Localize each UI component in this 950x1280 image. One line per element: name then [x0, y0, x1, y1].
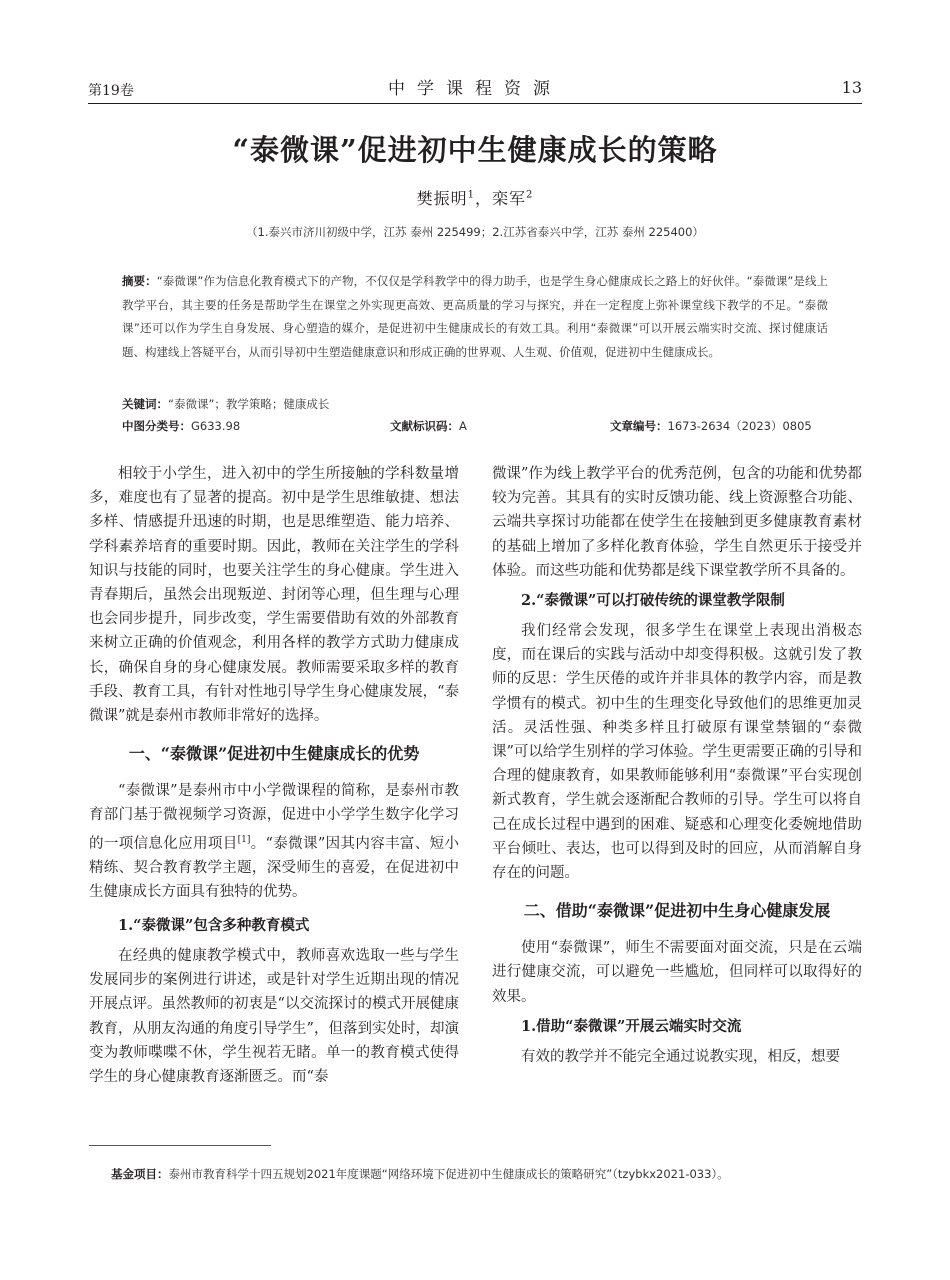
- page-number: 13: [841, 78, 862, 97]
- body-paragraph: 使用“泰微课”，师生不需要面对面交流，只是在云端进行健康交流，可以避免一些尴尬，但同样可以取得好的效果。: [492, 940, 862, 1005]
- author-2-affil-mark: 2: [526, 189, 534, 201]
- author-line: [0, 186, 950, 209]
- keywords: [122, 396, 828, 412]
- funding-footnote: [111, 1166, 890, 1182]
- section-heading: 一、“泰微课”促进初中生健康成长的优势: [128, 744, 420, 764]
- running-header: [88, 70, 862, 104]
- abstract: [122, 270, 828, 364]
- citation-ref: [1]: [237, 834, 251, 845]
- paragraph-text: 。“泰微课”因其内容丰富、短小精练、契合教育教学主题，深受师生的喜爱，在促进初中生健康成长方面具有独特的优势。: [89, 835, 460, 900]
- body-paragraph: 相较于小学生，进入初中的学生所接触的学科数量增多，难度也有了显著的提高。初中是学生思维敏捷、想法多样、情感提升迅速的时期，也是思维塑造、能力培养、学科素养培育的重要时期。因此，教师在关注学生的学科知识与技能的同时，也要关注学生的身心健康。学生进入青春期后，虽然会出现叛逆、封闭等心理，但生理与心理也会同步提升，同步改变，学生需要借助有效的外部教育来树立正确的价值观念，利用各样的教学方式助力健康成长，确保自身的身心健康发展。教师需要采取多样的教育手段、教育工具，有针对性地引导学生身心健康发展，“泰微课”就是泰州市教师非常好的选择。: [89, 466, 459, 725]
- body-paragraph: [89, 779, 459, 904]
- section-heading: 二、借助“泰微课”促进初中生身心健康发展: [523, 901, 831, 921]
- keywords-text: “泰微课”；教学策略；健康成长: [168, 397, 330, 411]
- paragraph-text: “泰微课”是泰州市中小学微课程的简称，是泰州市教育部门基于微视频学习资源，促进中小学学生数字化学习的一项信息化应用项目: [89, 783, 459, 852]
- doc-value: A: [459, 419, 467, 433]
- keywords-label: 关键词：: [122, 397, 168, 411]
- body-paragraph: 我们经常会发现，很多学生在课堂上表现出消极态度，而在课后的实践与活动中却变得积极。这就引发了教师的反思：学生厌倦的或许并非具体的教学内容，而是教学惯有的模式。初中生的生理变化导致他们的思维更加灵活。灵活性强、种类多样且打破原有课堂禁锢的“泰微课”可以给学生别样的学习体验。学生更需要正确的引导和合理的健康教育，如果教师能够利用“泰微课”平台实现创新式教育，学生就会逐渐配合教师的引导。学生可以将自己在成长过程中遇到的困难、疑惑和心理变化委婉地借助平台倾吐、表达，也可以得到及时的回应，从而消解自身存在的问题。: [492, 623, 862, 882]
- journal-name: 中学课程资源: [388, 79, 562, 99]
- article-number: [610, 418, 812, 434]
- article-title: “泰微课”促进初中生健康成长的策略: [232, 133, 718, 167]
- body-paragraph: 微课”作为线上教学平台的优秀范例，包含的功能和优势都较为完善。其具有的实时反馈功能、线上资源整合功能、云端共享探讨功能都在使学生在接触到更多健康教育素材的基础上增加了多样化教育体验，学生自然更乐于接受并体验。而这些功能和优势都是线下课堂教学所不具备的。: [492, 466, 862, 579]
- document-code: [390, 418, 467, 434]
- subsection-heading: 1.“泰微课”包含多种教育模式: [118, 917, 310, 935]
- footnote-text: 泰州市教育科学十四五规划2021年度课题“网络环境下促进初中生健康成长的策略研究”（tzybkx2021-033）。: [168, 1167, 729, 1181]
- author-separator: ，: [474, 189, 492, 208]
- abstract-text: “泰微课”作为信息化教育模式下的产物，不仅仅是学科教学中的得力助手，也是学生身心健康成长之路上的好伙伴。“泰微课”是线上教学平台，其主要的任务是帮助学生在课堂之外实现更高效、更高质量的学习与探究，并在一定程度上弥补课堂线下教学的不足。“泰微课”还可以作为学生自身发展、身心塑造的媒介，是促进初中生健康成长的有效工具。利用“泰微课”可以开展云端实时交流、探讨健康话题、构建线上答疑平台，从而引导初中生塑造健康意识和形成正确的世界观、人生观、价值观，促进初中生健康成长。: [122, 274, 829, 359]
- author-1-affil-mark: 1: [467, 189, 475, 201]
- article-no-label: 文章编号：: [610, 419, 668, 433]
- clc-number: [122, 418, 240, 434]
- doc-label: 文献标识码：: [390, 419, 459, 433]
- body-paragraph: 在经典的健康教学模式中，教师喜欢选取一些与学生发展同步的案例进行讲述，或是针对学生近期出现的情况开展点评。虽然教师的初衷是“以交流探讨的模式开展健康教育，从朋友沟通的角度引导学生”，但落到实处时，却演变为教师喋喋不休，学生视若无睹。单一的教育模式使得学生的身心健康教育逐渐匮乏。而“泰: [89, 948, 459, 1086]
- right-column: [492, 462, 862, 1069]
- abstract-label: 摘要：: [122, 274, 157, 288]
- clc-value: G633.98: [191, 419, 241, 433]
- article-no-value: 1673-2634（2023）0805: [667, 419, 812, 433]
- author-1: 樊振明: [416, 189, 468, 208]
- body-paragraph: 有效的教学并不能完全通过说教实现，相反，想要: [521, 1048, 840, 1065]
- subsection-heading: 1.借助“泰微课”开展云端实时交流: [521, 1017, 742, 1035]
- left-column: [89, 462, 459, 1089]
- classification-row: [122, 418, 828, 438]
- subsection-heading: 2.“泰微课”可以打破传统的课堂教学限制: [521, 592, 785, 610]
- author-2: 栾军: [492, 189, 527, 208]
- clc-label: 中图分类号：: [122, 419, 191, 433]
- affiliation: （1.泰兴市济川初级中学，江苏 泰州 225499；2.江苏省泰兴中学，江苏 泰州 225400）: [246, 225, 704, 239]
- footnote-divider: [89, 1145, 271, 1146]
- footnote-label: 基金项目：: [111, 1167, 169, 1181]
- volume-label: 第19卷: [88, 83, 134, 99]
